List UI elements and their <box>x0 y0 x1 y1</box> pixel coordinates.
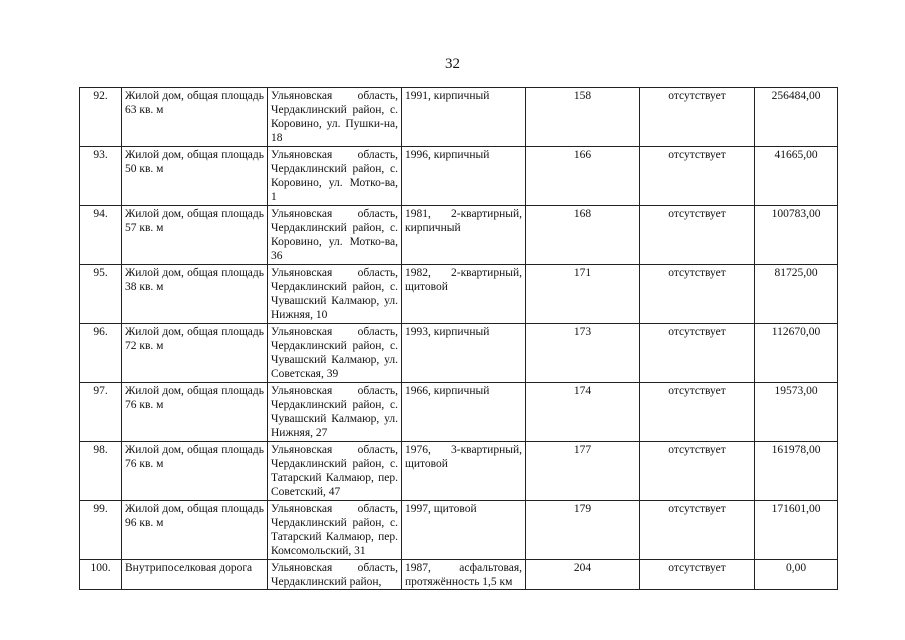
book-value: 112670,00 <box>755 324 838 383</box>
table-row <box>80 206 838 265</box>
encumbrance-status: отсутствует <box>640 324 755 383</box>
book-value: 0,00 <box>755 560 838 590</box>
inventory-number: 174 <box>526 383 640 442</box>
object-description: 1991, кирпичный <box>402 88 526 147</box>
object-name: Жилой дом, общая площадь 76 кв. м <box>122 383 268 442</box>
book-value: 81725,00 <box>755 265 838 324</box>
encumbrance-status: отсутствует <box>640 501 755 560</box>
inventory-number: 158 <box>526 88 640 147</box>
encumbrance-status: отсутствует <box>640 383 755 442</box>
object-name: Жилой дом, общая площадь 38 кв. м <box>122 265 268 324</box>
row-number: 97. <box>80 383 122 442</box>
object-description: 1976, 3-квартирный, щитовой <box>402 442 526 501</box>
object-description: 1982, 2-квартирный, щитовой <box>402 265 526 324</box>
inventory-number: 204 <box>526 560 640 590</box>
inventory-number: 179 <box>526 501 640 560</box>
book-value: 19573,00 <box>755 383 838 442</box>
inventory-number: 171 <box>526 265 640 324</box>
object-address: Ульяновская область, Чердаклинский район, с. Чувашский Калмаюр, ул. Советская, 39 <box>268 324 402 383</box>
row-number: 96. <box>80 324 122 383</box>
object-address: Ульяновская область, Чердаклинский район, с. Татарский Калмаюр, пер. Советский, 47 <box>268 442 402 501</box>
book-value: 161978,00 <box>755 442 838 501</box>
encumbrance-status: отсутствует <box>640 442 755 501</box>
row-number: 93. <box>80 147 122 206</box>
object-address: Ульяновская область, Чердаклинский район, с. Чувашский Калмаюр, ул. Нижняя, 10 <box>268 265 402 324</box>
table-row <box>80 442 838 501</box>
object-name: Жилой дом, общая площадь 76 кв. м <box>122 442 268 501</box>
object-address: Ульяновская область, Чердаклинский район, с. Коровино, ул. Мотко-ва, 36 <box>268 206 402 265</box>
inventory-number: 173 <box>526 324 640 383</box>
object-name: Жилой дом, общая площадь 72 кв. м <box>122 324 268 383</box>
object-description: 1981, 2-квартирный, кирпичный <box>402 206 526 265</box>
book-value: 171601,00 <box>755 501 838 560</box>
object-address: Ульяновская область, Чердаклинский район, с. Коровино, ул. Пушки-на, 18 <box>268 88 402 147</box>
row-number: 99. <box>80 501 122 560</box>
inventory-number: 177 <box>526 442 640 501</box>
table-row <box>80 265 838 324</box>
object-address: Ульяновская область, Чердаклинский район, <box>268 560 402 590</box>
object-description: 1993, кирпичный <box>402 324 526 383</box>
object-address: Ульяновская область, Чердаклинский район, с. Чувашский Калмаюр, ул. Нижняя, 27 <box>268 383 402 442</box>
book-value: 256484,00 <box>755 88 838 147</box>
object-address: Ульяновская область, Чердаклинский район, с. Коровино, ул. Мотко-ва, 1 <box>268 147 402 206</box>
property-registry-table <box>79 87 838 590</box>
object-name: Жилой дом, общая площадь 50 кв. м <box>122 147 268 206</box>
object-description: 1987, асфальтовая, протяжённость 1,5 км <box>402 560 526 590</box>
page-number: 32 <box>445 56 460 72</box>
encumbrance-status: отсутствует <box>640 560 755 590</box>
book-value: 41665,00 <box>755 147 838 206</box>
object-name: Жилой дом, общая площадь 96 кв. м <box>122 501 268 560</box>
row-number: 98. <box>80 442 122 501</box>
inventory-number: 168 <box>526 206 640 265</box>
table-row <box>80 324 838 383</box>
table-row <box>80 88 838 147</box>
book-value: 100783,00 <box>755 206 838 265</box>
row-number: 100. <box>80 560 122 590</box>
table-row <box>80 501 838 560</box>
object-name: Внутрипоселковая дорога <box>122 560 268 590</box>
object-description: 1997, щитовой <box>402 501 526 560</box>
object-name: Жилой дом, общая площадь 57 кв. м <box>122 206 268 265</box>
row-number: 95. <box>80 265 122 324</box>
encumbrance-status: отсутствует <box>640 88 755 147</box>
row-number: 94. <box>80 206 122 265</box>
object-description: 1966, кирпичный <box>402 383 526 442</box>
encumbrance-status: отсутствует <box>640 206 755 265</box>
object-address: Ульяновская область, Чердаклинский район, с. Татарский Калмаюр, пер. Комсомольский, 31 <box>268 501 402 560</box>
encumbrance-status: отсутствует <box>640 147 755 206</box>
inventory-number: 166 <box>526 147 640 206</box>
encumbrance-status: отсутствует <box>640 265 755 324</box>
table-row <box>80 147 838 206</box>
object-description: 1996, кирпичный <box>402 147 526 206</box>
table-row <box>80 560 838 590</box>
table-row <box>80 383 838 442</box>
row-number: 92. <box>80 88 122 147</box>
object-name: Жилой дом, общая площадь 63 кв. м <box>122 88 268 147</box>
